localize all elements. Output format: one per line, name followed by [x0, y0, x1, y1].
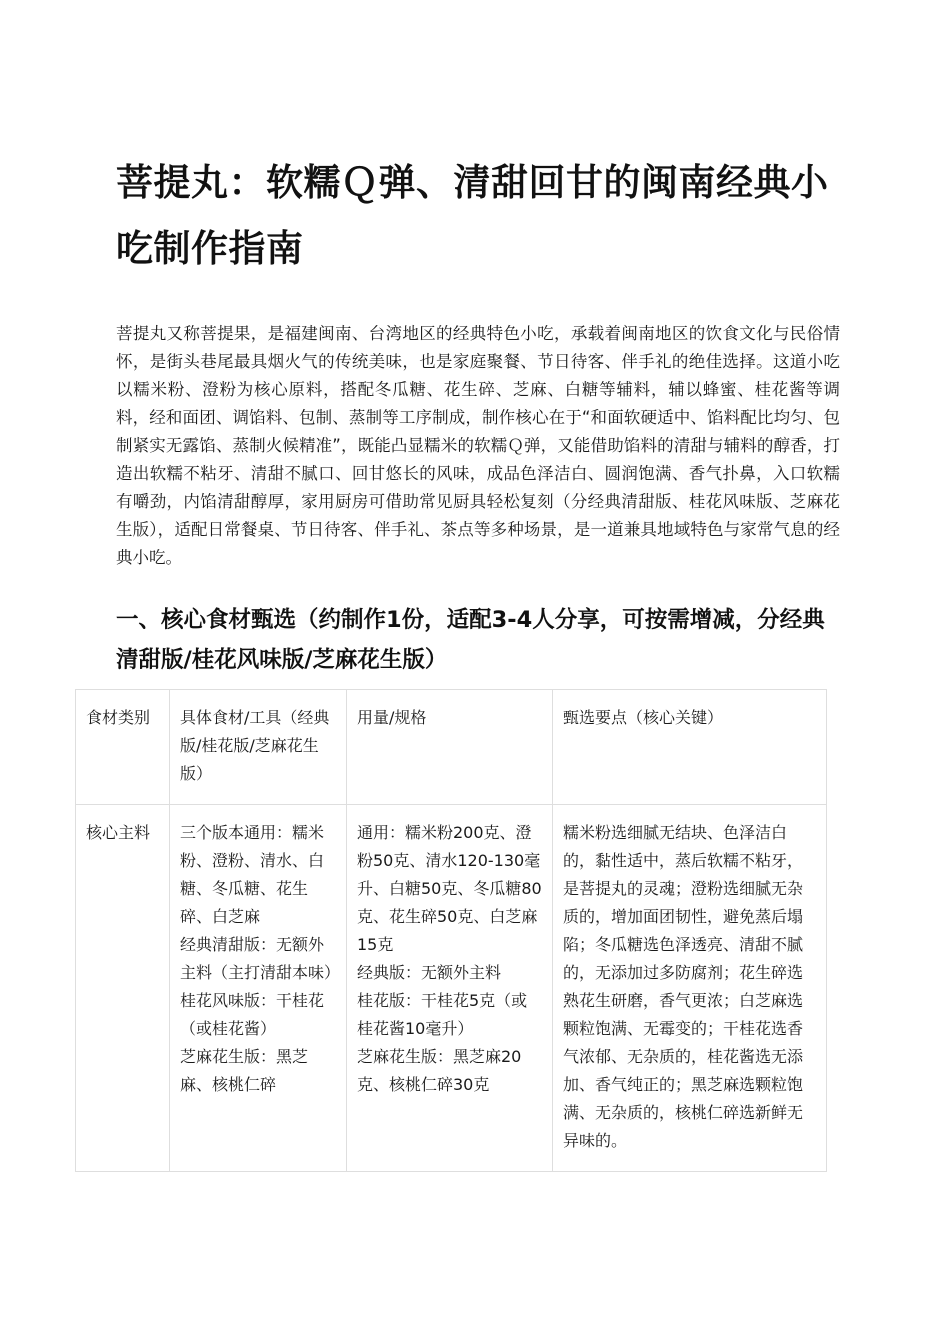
item-line-osmanthus: 桂花风味版：干桂花（或桂花酱） [180, 991, 325, 1038]
header-cell-category: 食材类别 [76, 690, 170, 805]
page-title: 菩提丸：软糯Ｑ弹、清甜回甘的闽南经典小吃制作指南 [116, 161, 829, 270]
item-line-common: 三个版本通用：糯米粉、澄粉、清水、白糖、冬瓜糖、花生碎、白芝麻 [180, 823, 325, 926]
table-header-row [76, 690, 827, 805]
item-line-sesame-peanut: 芝麻花生版：黑芝麻、核桃仁碎 [180, 1047, 309, 1094]
section-heading-ingredients: 一、核心食材甄选（约制作1份，适配3-4人分享，可按需增减，分经典清甜版/桂花风味版/芝麻花生版） [116, 607, 825, 673]
ingredients-table [75, 689, 827, 1172]
cell-tips: 糯米粉选细腻无结块、色泽洁白的，黏性适中，蒸后软糯不粘牙，是菩提丸的灵魂；澄粉选细腻无杂质的，增加面团韧性，避免蒸后塌陷；冬瓜糖选色泽透亮、清甜不腻的，无添加过多防腐剂；花生碎选熟花生研磨，香气更浓；白芝麻选颗粒饱满、无霉变的；干桂花选香气浓郁、无杂质的，桂花酱选无添加、香气纯正的；黑芝麻选颗粒饱满、无杂质的，核桃仁碎选新鲜无异味的。 [553, 805, 827, 1172]
table-row [76, 805, 827, 1172]
amount-line-classic: 经典版：无额外主料 [357, 963, 502, 982]
amount-line-osmanthus: 桂花版：干桂花5克（或桂花酱10毫升） [357, 991, 528, 1038]
cell-amount [347, 805, 553, 1172]
header-cell-item: 具体食材/工具（经典版/桂花版/芝麻花生版） [170, 690, 347, 805]
amount-line-common: 通用：糯米粉200克、澄粉50克、清水120-130毫升、白糖50克、冬瓜糖80克、花生碎50克、白芝麻15克 [357, 823, 542, 954]
cell-category: 核心主料 [76, 805, 170, 1172]
item-line-classic: 经典清甜版：无额外主料（主打清甜本味） [180, 935, 341, 982]
intro-paragraph: 菩提丸又称菩提果，是福建闽南、台湾地区的经典特色小吃，承载着闽南地区的饮食文化与民俗情怀，是街头巷尾最具烟火气的传统美味，也是家庭聚餐、节日待客、伴手礼的绝佳选择。这道小吃以糯米粉、澄粉为核心原料，搭配冬瓜糖、花生碎、芝麻、白糖等辅料，辅以蜂蜜、桂花酱等调料，经和面团、调馅料、包制、蒸制等工序制成，制作核心在于“和面软硬适中、馅料配比均匀、包制紧实无露馅、蒸制火候精准”，既能凸显糯米的软糯Ｑ弹，又能借助馅料的清甜与辅料的醇香，打造出软糯不粘牙、清甜不腻口、回甘悠长的风味，成品色泽洁白、圆润饱满、香气扑鼻，入口软糯有嚼劲，内馅清甜醇厚，家用厨房可借助常见厨具轻松复刻（分经典清甜版、桂花风味版、芝麻花生版），适配日常餐桌、节日待客、伴手礼、茶点等多种场景，是一道兼具地域特色与家常气息的经典小吃。 [116, 324, 840, 567]
header-cell-tips: 甄选要点（核心关键） [553, 690, 827, 805]
cell-item [170, 805, 347, 1172]
header-cell-amount: 用量/规格 [347, 690, 553, 805]
amount-line-sesame-peanut: 芝麻花生版：黑芝麻20克、核桃仁碎30克 [357, 1047, 522, 1094]
ingredients-table-wrapper [75, 689, 826, 1172]
